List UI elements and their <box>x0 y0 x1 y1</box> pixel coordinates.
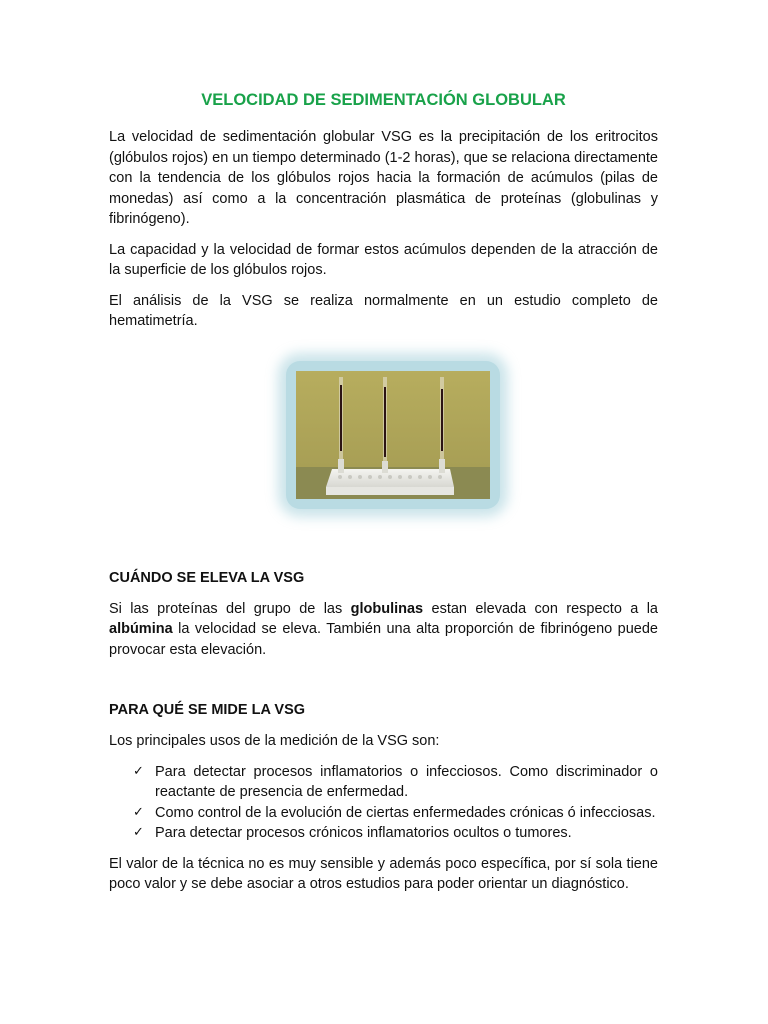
document-title: VELOCIDAD DE SEDIMENTACIÓN GLOBULAR <box>201 91 566 109</box>
section-lead: Los principales usos de la medición de la VSG son: <box>109 733 440 749</box>
bold-term-albumina: albúmina <box>109 621 173 637</box>
list-item <box>109 803 658 824</box>
text-segment: Si las proteínas del grupo de las <box>109 600 351 617</box>
uses-checklist <box>109 762 658 844</box>
intro-paragraph-1: La velocidad de sedimentación globular VSG es la precipitación de los eritrocitos (glóbulos rojos) en un tiempo determinado (1-2 horas), que se relaciona directamente con la tendencia de los glóbulos rojos hacia la formación de acúmulos (pilas de monedas) así como a la concentración plasmática de proteínas (globulinas y fibrinógeno). <box>109 129 658 227</box>
figure <box>109 361 658 509</box>
list-item <box>109 823 658 844</box>
section-heading-why-measured: PARA QUÉ SE MIDE LA VSG <box>109 702 306 718</box>
checkmark-icon: ✓ <box>133 763 144 779</box>
list-item <box>109 762 658 803</box>
section-paragraph-when-elevated <box>109 599 658 661</box>
list-item-text: Para detectar procesos inflamatorios o infecciosos. Como discriminador o reactante de presencia de enfermedad. <box>155 763 658 800</box>
list-item-text: Para detectar procesos crónicos inflamatorios ocultos o tumores. <box>155 825 572 841</box>
list-item-text: Como control de la evolución de ciertas enfermedades crónicas ó infecciosas. <box>155 804 656 821</box>
text-segment: la velocidad se eleva. También una alta proporción de fibrinógeno puede provocar esta elevación. <box>109 621 658 658</box>
sedimentation-tubes-illustration <box>296 371 490 499</box>
checkmark-icon: ✓ <box>133 804 144 820</box>
closing-paragraph: El valor de la técnica no es muy sensible y además poco específica, por sí sola tiene poco valor y se debe asociar a otros estudios para poder orientar un diagnóstico. <box>109 855 658 892</box>
document-page <box>109 90 658 905</box>
intro-paragraph-3: El análisis de la VSG se realiza normalmente en un estudio completo de hematimetría. <box>109 292 658 329</box>
section-heading-when-elevated: CUÁNDO SE ELEVA LA VSG <box>109 569 305 586</box>
photo-frame <box>286 361 500 509</box>
text-segment: estan elevada con respecto a la <box>423 600 658 617</box>
bold-term-globulinas: globulinas <box>350 600 424 617</box>
checkmark-icon: ✓ <box>133 825 144 840</box>
intro-paragraph-2: La capacidad y la velocidad de formar estos acúmulos dependen de la atracción de la superficie de los glóbulos rojos. <box>109 241 658 278</box>
sedimentation-tubes-photo <box>296 371 490 499</box>
